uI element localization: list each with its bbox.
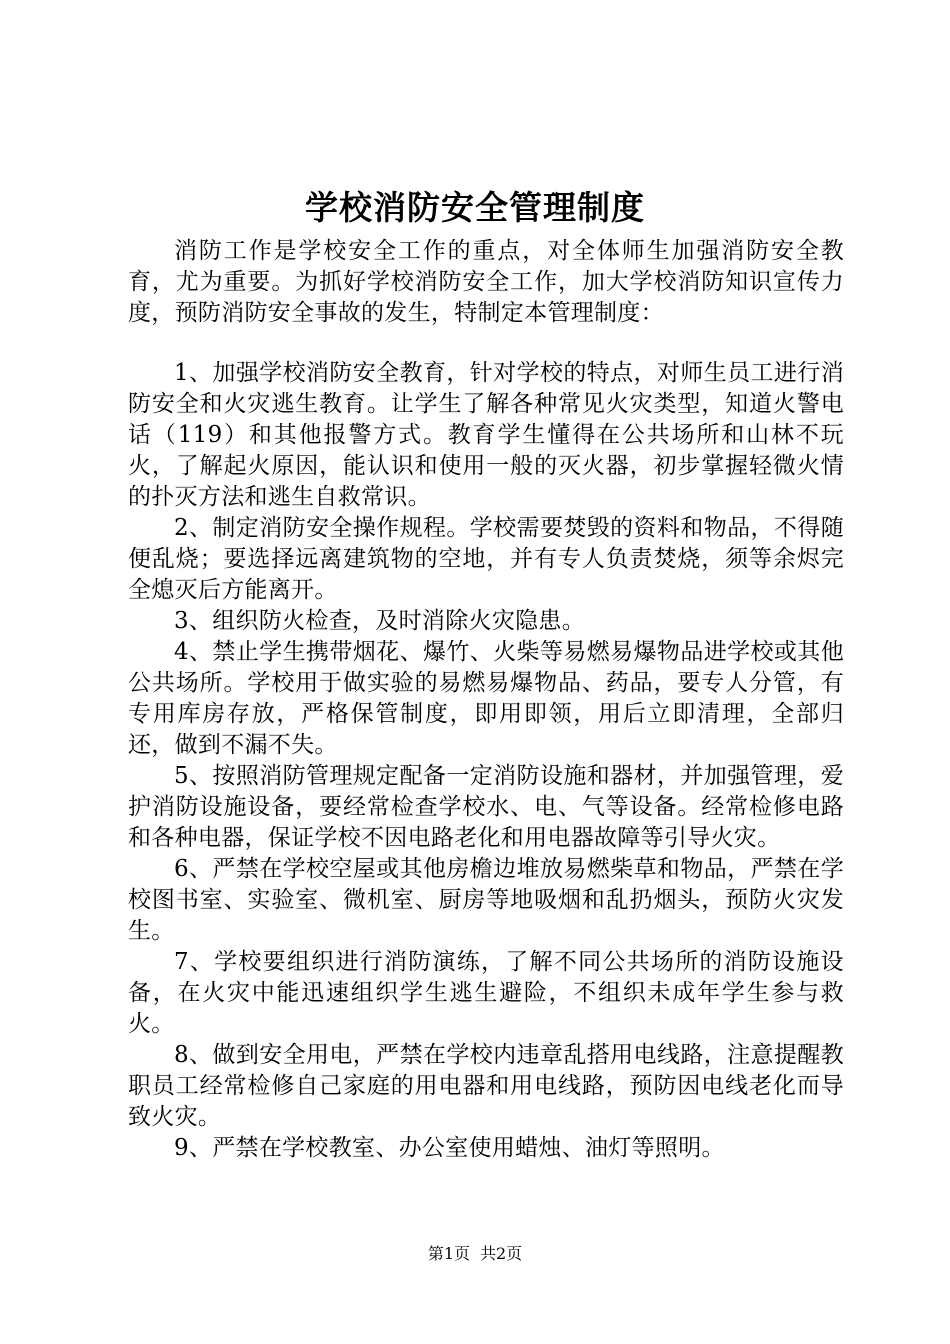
rule-item-8: 8、做到安全用电，严禁在学校内违章乱搭用电线路，注意提醒教职员工经常检修自己家庭的用电器和用电线路，预防因电线老化而导致火灾。 xyxy=(128,1042,844,1130)
page-number: 第1页 xyxy=(427,1244,470,1263)
document-body xyxy=(128,236,844,1164)
rule-item-3: 3、组织防火检查，及时消除火灾隐患。 xyxy=(174,608,586,634)
page-total: 共2页 xyxy=(480,1244,523,1263)
rule-item-1: 1、加强学校消防安全教育，针对学校的特点，对师生员工进行消防安全和火灾逃生教育。让学生了解各种常见火灾类型，知道火警电话（119）和其他报警方式。教育学生懂得在公共场所和山林不玩火，了解起火原因，能认识和使用一般的灭火器，初步掌握轻微火情的扑灭方法和逃生自救常识。 xyxy=(128,360,844,510)
page-footer xyxy=(0,1243,950,1265)
rule-item-5: 5、按照消防管理规定配备一定消防设施和器材，并加强管理，爱护消防设施设备，要经常检查学校水、电、气等设备。经常检修电路和各种电器，保证学校不因电路老化和用电器故障等引导火灾。 xyxy=(128,763,844,851)
rule-item-4: 4、禁止学生携带烟花、爆竹、火柴等易燃易爆物品进学校或其他公共场所。学校用于做实验的易燃易爆物品、药品，要专人分管，有专用库房存放，严格保管制度，即用即领，用后立即清理，全部归还，做到不漏不失。 xyxy=(128,639,844,758)
rule-item-2: 2、制定消防安全操作规程。学校需要焚毁的资料和物品，不得随便乱烧；要选择远离建筑物的空地，并有专人负责焚烧，须等余烬完全熄灭后方能离开。 xyxy=(128,515,844,603)
document-title: 学校消防安全管理制度 xyxy=(305,188,645,227)
rule-item-9: 9、严禁在学校教室、办公室使用蜡烛、油灯等照明。 xyxy=(174,1135,725,1161)
intro-paragraph: 消防工作是学校安全工作的重点，对全体师生加强消防安全教育，尤为重要。为抓好学校消防安全工作，加大学校消防知识宣传力度，预防消防安全事故的发生，特制定本管理制度： xyxy=(128,238,844,326)
rule-item-7: 7、学校要组织进行消防演练，了解不同公共场所的消防设施设备，在火灾中能迅速组织学生逃生避险，不组织未成年学生参与救火。 xyxy=(128,949,844,1037)
rule-item-6: 6、严禁在学校空屋或其他房檐边堆放易燃柴草和物品，严禁在学校图书室、实验室、微机室、厨房等地吸烟和乱扔烟头，预防火灾发生。 xyxy=(128,856,844,944)
